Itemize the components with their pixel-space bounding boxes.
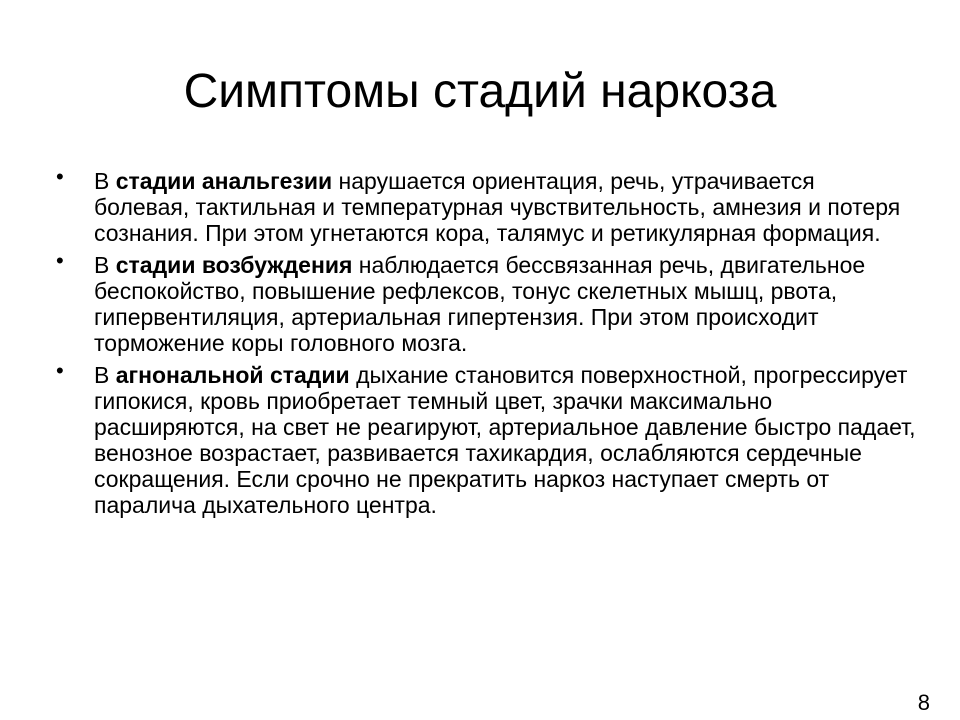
bullet-icon: • bbox=[56, 164, 64, 189]
bullet-bold-term: стадии анальгезии bbox=[115, 168, 333, 194]
bullet-item-agonal bbox=[56, 358, 916, 518]
bullet-bold-term: стадии возбуждения bbox=[115, 252, 353, 278]
bullet-item-analgesia bbox=[56, 164, 916, 246]
bullet-item-excitation bbox=[56, 248, 916, 356]
bullet-icon: • bbox=[56, 358, 64, 383]
bullet-icon: • bbox=[56, 248, 64, 273]
bullet-description: дыхание становится поверхностной, прогрессирует гипокися, кровь приобретает темный цвет, зрачки максимально расширяются, на свет не реагируют, артериальное давление быстро падает, венозное возрастает, развивается тахикардия, ослабляются сердечные сокращения. Если срочно не прекратить наркоз наступает смерть от паралича дыхательного центра. bbox=[94, 362, 916, 518]
bullet-text bbox=[94, 362, 916, 518]
bullet-description: наблюдается бессвязанная речь, двигательное беспокойство, повышение рефлексов, тонус скелетных мышц, рвота, гипервентиляция, артериальная гипертензия. При этом происходит торможение коры головного мозга. bbox=[94, 252, 866, 356]
bullet-description: нарушается ориентация, речь, утрачивается болевая, тактильная и температурная чувствительность, амнезия и потеря сознания. При этом угнетаются кора, талямус и ретикулярная формация. bbox=[94, 168, 901, 246]
bullet-prefix: В bbox=[94, 362, 116, 388]
bullet-text bbox=[94, 252, 865, 356]
bullet-text bbox=[94, 168, 900, 246]
slide-title: Симптомы стадий наркоза bbox=[183, 65, 777, 118]
bullet-prefix: В bbox=[94, 168, 116, 194]
bullet-bold-term: агнональной стадии bbox=[115, 362, 350, 388]
bullet-prefix: В bbox=[94, 252, 116, 278]
bullet-list bbox=[56, 164, 916, 524]
page-number: 8 bbox=[917, 690, 930, 715]
